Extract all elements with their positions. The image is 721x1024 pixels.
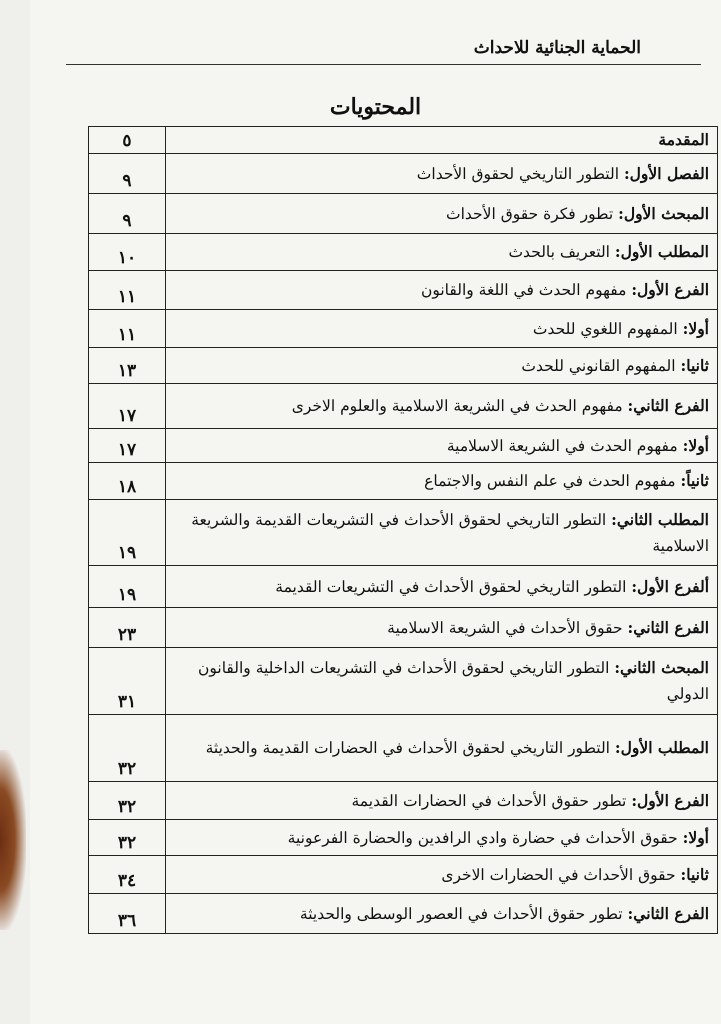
toc-entry-lead: أولا: xyxy=(682,435,709,455)
toc-entry-lead: الفرع الأول: xyxy=(631,280,709,300)
toc-row xyxy=(89,782,718,820)
toc-entry-lead: أولا: xyxy=(682,827,709,847)
toc-entry-title xyxy=(166,894,718,934)
toc-entry-rest: مفهوم الحدث في اللغة والقانون xyxy=(420,281,632,300)
toc-entry-title xyxy=(166,234,718,271)
toc-entry-page: ١٧ xyxy=(89,384,166,429)
toc-entry-title xyxy=(166,715,718,782)
toc-entry-rest: تطور حقوق الأحداث في العصور الوسطى والحديثة xyxy=(299,904,628,923)
toc-entry-title xyxy=(166,500,718,566)
toc-entry-page: ١١ xyxy=(89,271,166,310)
toc-entry-lead: المبحث الأول: xyxy=(618,203,709,223)
toc-entry-rest: التطور التاريخي لحقوق الأحداث في التشريعات القديمة xyxy=(275,577,632,596)
toc-entry-lead: ثانيا: xyxy=(680,355,709,375)
toc-entry-lead: المطلب الأول: xyxy=(614,738,709,758)
toc-row xyxy=(89,384,718,429)
toc-entry-lead: ثانيا: xyxy=(680,864,709,884)
finger-shadow xyxy=(0,750,26,930)
toc-entry-title xyxy=(166,348,718,384)
toc-row xyxy=(89,608,718,648)
toc-entry-lead: المبحث الثاني: xyxy=(614,658,709,677)
toc-entry-page: ١١ xyxy=(89,310,166,348)
toc-entry-rest: حقوق الأحداث في الشريعة الاسلامية xyxy=(387,618,628,637)
toc-entry-page: ٢٣ xyxy=(89,608,166,648)
document-page xyxy=(30,0,721,1024)
toc-entry-page: ١٨ xyxy=(89,463,166,500)
toc-entry-title xyxy=(166,154,718,194)
toc-entry-rest: مفهوم الحدث في الشريعة الاسلامية والعلوم الاخرى xyxy=(291,397,628,416)
header-rule xyxy=(66,64,701,65)
toc-entry-lead: ثانياً: xyxy=(680,471,709,491)
toc-row xyxy=(89,271,718,310)
toc-entry-rest: المفهوم اللغوي للحدث xyxy=(532,319,683,338)
toc-entry-lead: المقدمة xyxy=(658,130,709,149)
toc-row xyxy=(89,566,718,608)
toc-entry-page: ١٧ xyxy=(89,429,166,463)
toc-entry-rest: التطور التاريخي لحقوق الأحداث في الحضارات القديمة والحديثة xyxy=(205,739,615,758)
toc-row xyxy=(89,429,718,463)
toc-entry-page: ٣١ xyxy=(89,648,166,715)
toc-row xyxy=(89,715,718,782)
toc-entry-title xyxy=(166,127,718,154)
toc-entry-title xyxy=(166,194,718,234)
toc-entry-page: ٩ xyxy=(89,154,166,194)
toc-entry-title xyxy=(166,648,718,715)
toc-entry-title xyxy=(166,271,718,310)
toc-title: المحتويات xyxy=(329,94,422,120)
toc-entry-lead: أولا: xyxy=(682,318,709,338)
toc-entry-lead: ألفرع الأول: xyxy=(631,576,709,596)
toc-row xyxy=(89,310,718,348)
toc-row xyxy=(89,648,718,715)
toc-entry-title xyxy=(166,310,718,348)
toc-row xyxy=(89,154,718,194)
toc-entry-title xyxy=(166,782,718,820)
toc-entry-page: ١٠ xyxy=(89,234,166,271)
toc-entry-page: ١٩ xyxy=(89,566,166,608)
toc-entry-title xyxy=(166,608,718,648)
toc-row xyxy=(89,856,718,894)
toc-entry-rest: التطور التاريخي لحقوق الأحداث xyxy=(416,164,624,183)
toc-entry-lead: الفرع الثاني: xyxy=(627,396,709,416)
toc-entry-page: ١٣ xyxy=(89,348,166,384)
running-header-title: الحماية الجنائية للاحداث xyxy=(473,38,641,58)
toc-entry-rest: مفهوم الحدث في علم النفس والاجتماع xyxy=(424,472,681,491)
toc-entry-rest: حقوق الأحداث في حضارة وادي الرافدين والحضارة الفرعونية xyxy=(287,828,683,847)
toc-entry-lead: الفرع الأول: xyxy=(631,790,709,810)
toc-entry-lead: المطلب الثاني: xyxy=(611,509,709,529)
toc-entry-title xyxy=(166,463,718,500)
toc-entry-title xyxy=(166,429,718,463)
toc-row xyxy=(89,820,718,856)
toc-entry-lead: الفرع الثاني: xyxy=(627,903,709,923)
toc-entry-rest: المفهوم القانوني للحدث xyxy=(521,356,681,375)
toc-row xyxy=(89,127,718,154)
toc-row xyxy=(89,500,718,566)
toc-entry-lead: الفصل الأول: xyxy=(623,163,709,183)
toc-entry-page: ٣٤ xyxy=(89,856,166,894)
toc-entry-rest: حقوق الأحداث في الحضارات الاخرى xyxy=(441,865,681,884)
toc-entry-rest: مفهوم الحدث في الشريعة الاسلامية xyxy=(446,436,683,455)
toc-row xyxy=(89,194,718,234)
toc-table xyxy=(88,126,718,934)
toc-row xyxy=(89,234,718,271)
toc-entry-rest: التطور التاريخي لحقوق الأحداث في التشريعات القديمة والشريعة الاسلامية xyxy=(191,510,709,555)
toc-entry-title xyxy=(166,384,718,429)
toc-entry-rest: تطور فكرة حقوق الأحداث xyxy=(446,204,619,223)
toc-row xyxy=(89,894,718,934)
toc-entry-title xyxy=(166,856,718,894)
toc-entry-page: ٣٢ xyxy=(89,782,166,820)
toc-entry-rest: التعريف بالحدث xyxy=(508,243,615,262)
toc-entry-rest: تطور حقوق الأحداث في الحضارات القديمة xyxy=(351,791,632,810)
toc-entry-lead: الفرع الثاني: xyxy=(627,617,709,637)
toc-entry-page: ٥ xyxy=(89,127,166,154)
toc-entry-title xyxy=(166,566,718,608)
toc-entry-page: ٩ xyxy=(89,194,166,234)
toc-row xyxy=(89,348,718,384)
toc-entry-page: ٣٢ xyxy=(89,715,166,782)
toc-entry-lead: المطلب الأول: xyxy=(614,242,709,262)
toc-row xyxy=(89,463,718,500)
toc-entry-title xyxy=(166,820,718,856)
toc-entry-page: ٣٢ xyxy=(89,820,166,856)
toc-entry-page: ١٩ xyxy=(89,500,166,566)
toc-entry-page: ٣٦ xyxy=(89,894,166,934)
toc-entry-rest: التطور التاريخي لحقوق الأحداث في التشريعات الداخلية والقانون الدولي xyxy=(197,659,709,704)
